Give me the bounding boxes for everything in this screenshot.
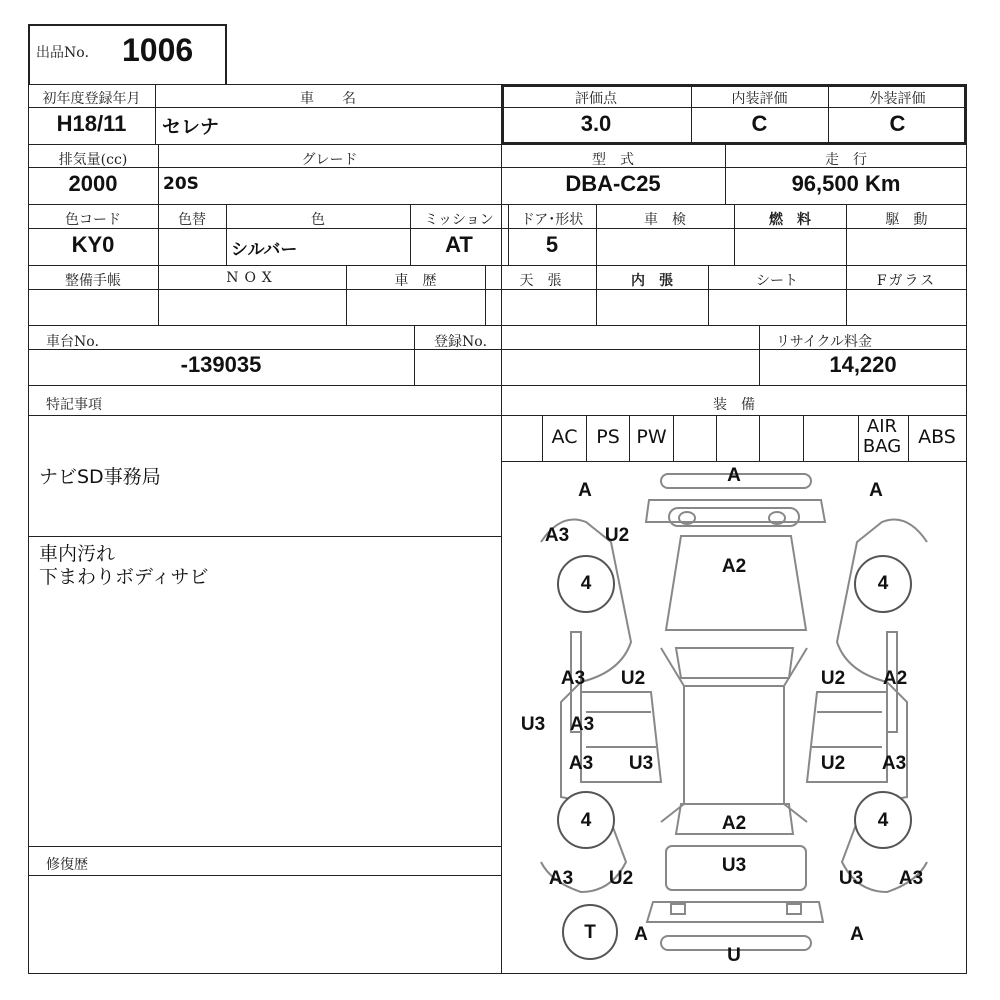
- color-code-label: 色コード: [65, 212, 121, 228]
- exterior-value: C: [889, 111, 906, 136]
- nox-label: NOX: [226, 270, 278, 286]
- mark-hood: A2: [721, 556, 747, 577]
- fglass-label: Fガラス: [876, 273, 937, 289]
- equip-ps: PS: [596, 426, 620, 448]
- mileage-label: 走 行: [825, 152, 867, 168]
- mark-left-fender-u2: U2: [604, 525, 630, 546]
- chassis-label: 車台No．: [46, 334, 109, 350]
- score-value: 3.0: [580, 111, 612, 136]
- mark-left-front-corner: A: [578, 480, 592, 501]
- mark-tire-front-right: 4: [877, 573, 889, 594]
- mark-right-rear-door-a3: A3: [881, 753, 907, 774]
- chassis-value: -139035: [180, 352, 262, 377]
- color-label: 色: [311, 212, 325, 228]
- notes-line-2: 車内汚れ: [39, 543, 116, 565]
- mark-left-sill-u3: U3: [520, 714, 546, 735]
- mark-tire-rear-right: 4: [877, 810, 889, 831]
- equipment-label: 装 備: [713, 397, 755, 413]
- displacement-label: 排気量(cc): [58, 152, 128, 168]
- interior-label: 内装評価: [731, 91, 788, 107]
- maint-label: 整備手帳: [65, 273, 121, 289]
- mark-right-rear-door-u2: U2: [820, 753, 846, 774]
- equip-abs: ABS: [918, 426, 956, 448]
- fuel-label: 燃 料: [769, 212, 811, 228]
- reg-label: 登録No．: [434, 334, 497, 350]
- door-label: ドア･形状: [520, 212, 584, 228]
- mileage-value: 96,500 Km: [791, 171, 901, 196]
- door-value: 5: [545, 232, 559, 257]
- mark-rear-bumper: U: [727, 945, 741, 966]
- mark-right-quarter-a3: A3: [898, 868, 924, 889]
- mark-rear-left-corner: A: [634, 924, 648, 945]
- equip-airbag: AIR BAG: [862, 416, 902, 457]
- roof-label: 天 張: [519, 273, 562, 289]
- equip-ac: AC: [551, 426, 578, 448]
- mission-label: ミッション: [424, 212, 494, 228]
- displacement-value: 2000: [68, 171, 118, 196]
- lot-number-label: 出品No．: [36, 45, 99, 61]
- mark-back-door: U3: [721, 855, 747, 876]
- grade-label: グレード: [301, 152, 358, 168]
- notes-line-1: ナビSD事務局: [39, 466, 161, 488]
- mark-spare-tire: T: [584, 922, 596, 943]
- notes-label: 特記事項: [46, 397, 102, 413]
- mark-left-sill-a3: A3: [569, 714, 595, 735]
- mark-right-door-u2: U2: [820, 668, 846, 689]
- mark-right-door-a2: A2: [882, 668, 908, 689]
- mark-right-front-corner: A: [869, 480, 883, 501]
- repaint-label: 色替: [178, 212, 206, 228]
- mark-front-bumper: A: [727, 465, 741, 486]
- lot-number: 1006: [122, 32, 194, 68]
- inspection-label: 車 検: [644, 212, 686, 228]
- recycle-label: リサイクル料金: [776, 334, 873, 350]
- recycle-value: 14,220: [829, 352, 897, 377]
- mark-left-rear-door-a3: A3: [568, 753, 594, 774]
- mark-left-rear-door-u3: U3: [628, 753, 654, 774]
- model-label: 型 式: [592, 152, 634, 168]
- first-reg-label: 初年度登録年月: [42, 91, 141, 107]
- history-label: 車 歴: [394, 273, 437, 289]
- color-code-value: KY0: [71, 232, 115, 257]
- repair-history-label: 修復歴: [46, 857, 88, 873]
- interior-trim-label: 内 張: [631, 273, 673, 289]
- color-value: シルバー: [231, 240, 298, 260]
- grade-value: 20S: [163, 174, 199, 194]
- mark-rear-window: A2: [721, 813, 747, 834]
- mark-left-door-a3: A3: [560, 668, 586, 689]
- mark-rear-right-corner: A: [850, 924, 864, 945]
- interior-value: C: [751, 111, 768, 136]
- car-name-value: セレナ: [162, 116, 220, 138]
- exterior-label: 外装評価: [869, 91, 926, 107]
- mark-left-fender-a3: A3: [544, 525, 570, 546]
- mark-tire-rear-left: 4: [580, 810, 592, 831]
- drive-label: 駆 動: [885, 212, 928, 228]
- mark-tire-front-left: 4: [580, 573, 592, 594]
- mark-left-door-u2: U2: [620, 668, 646, 689]
- car-name-label: 車 名: [300, 91, 356, 107]
- mark-left-quarter-u2: U2: [608, 868, 634, 889]
- equip-pw: PW: [636, 426, 667, 448]
- mission-value: AT: [445, 232, 473, 257]
- model-value: DBA-C25: [565, 171, 661, 196]
- score-label: 評価点: [575, 91, 617, 107]
- seat-label: シート: [756, 273, 798, 289]
- mark-right-quarter-u3: U3: [838, 868, 864, 889]
- notes-line-3: 下まわりボディサビ: [39, 566, 209, 588]
- first-reg-value: H18/11: [56, 111, 127, 136]
- mark-left-quarter-a3: A3: [548, 868, 574, 889]
